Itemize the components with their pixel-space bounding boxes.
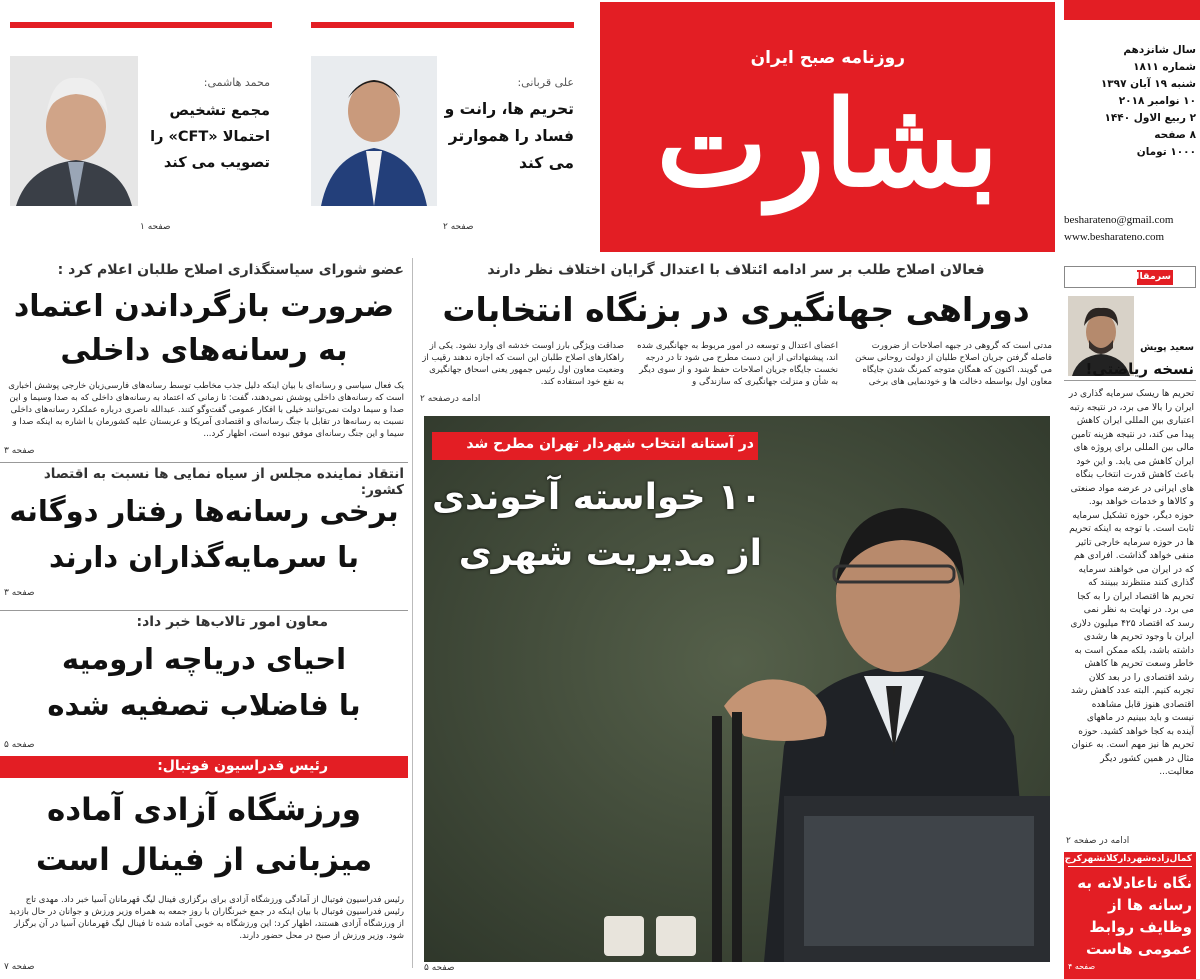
divider [0,610,408,611]
story-media-trust[interactable] [0,258,408,454]
bottom-right-story[interactable] [1061,852,1196,979]
story-headline-line1: ضرورت بازگرداندن اعتماد [13,289,395,324]
story-headline: نگاه ناعادلانه به رسانه ها از وظایف روابط عمومی هاست [1077,874,1192,958]
photo-page-ref: صفحه ۵ [424,963,455,973]
story-page-ref: صفحه ۴ [1068,962,1096,971]
lead-kicker: فعالان اصلاح طلب بر سر ادامه ائتلاف با اعتدال گرایان اختلاف نظر دارند [487,262,985,278]
story-headline-line2: میزبانی از فینال است [35,842,373,878]
email-link[interactable]: besharateno@gmail.com [1064,214,1174,226]
photo-headline-line2: از مدیریت شهری [458,533,762,574]
contact-info [1064,212,1200,246]
editorial-author: سعید پویش [1140,342,1194,353]
photo-story[interactable] [424,416,1050,962]
teaser-photo [10,56,138,206]
story-dual-behavior[interactable] [0,464,408,604]
website-link[interactable]: www.besharateno.com [1064,231,1165,243]
story-headline-line2: با سرمایه‌گذاران دارند [49,540,359,574]
issue-number: شماره ۱۸۱۱ [1133,61,1196,73]
newspaper-logo: بشارت نو [656,74,999,373]
issue-price: ۱۰۰۰ تومان [1136,146,1196,158]
issue-date-hijri: ۲ ربیع الاول ۱۴۴۰ [1104,112,1196,124]
teaser-author: علی قربانی: [517,76,574,89]
story-kicker: معاون امور تالاب‌ها خبر داد: [136,614,328,630]
column-divider [412,258,413,968]
teaser-photo [311,56,437,206]
editorial-header [1064,266,1196,288]
story-urmia-lake[interactable] [0,612,408,752]
story-kicker: رئیس فدراسیون فوتبال: [157,758,328,774]
divider [1064,380,1196,381]
teaser-headline: مجمع تشخیص احتمالا «CFT» را تصویب می کند [150,103,270,171]
lead-column-2: اعضای اعتدال و توسعه در امور مربوط به جهانگیری شده اند، پیشنهاداتی از این دست مطرح می شود تا در درجه نخست جایگاه جریان اصلاحات حفظ شود و از سوی دیگر به شأن و منزلت جهانگیری که سازندگی و [637,341,838,387]
teaser-page-ref: صفحه ۲ [443,222,474,232]
teaser-rule [311,22,574,28]
story-page-ref: صفحه ۷ [4,962,35,972]
story-page-ref: صفحه ۳ [4,446,35,456]
photo-headline-line1: ۱۰ خواسته آخوندی [432,477,762,518]
story-kicker: عضو شورای سیاستگذاری اصلاح طلبان اعلام کرد : [57,262,404,278]
story-page-ref: صفحه ۵ [4,740,35,750]
story-azadi-stadium[interactable] [0,756,408,979]
photo-kicker: در آستانه انتخاب شهردار تهران مطرح شد [466,436,754,452]
portrait-figure [311,56,437,206]
teaser-hashemi[interactable] [0,0,290,250]
lead-story[interactable] [416,258,1056,408]
issue-date-gregorian: ۱۰ نوامبر ۲۰۱۸ [1118,95,1196,107]
issue-date-persian: شنبه ۱۹ آبان ۱۳۹۷ [1100,78,1196,90]
issue-volume: سال شانزدهم [1123,44,1196,56]
story-headline-line1: برخی رسانه‌ها رفتار دوگانه [9,494,399,528]
divider [0,462,408,463]
editorial-label: سرمقاله [1130,271,1171,282]
lead-headline: دوراهی جهانگیری در بزنگاه انتخابات [442,290,1030,329]
lead-continued: ادامه درصفحه ۲ [420,394,481,404]
teaser-page-ref: صفحه ۱ [140,222,171,232]
story-body: یک فعال سیاسی و رسانه‌ای با بیان اینکه دلیل جذب مخاطب توسط رسانه‌های فارسی‌زبان خارجی پوشش اخباری است که رسانه‌های داخلی پوشش نمی‌دهند، گفت: تا زمانی که اعتماد به رسانه‌های داخلی که به صدا وسیما و این صدا و سیما دولت نمی‌توانند خیلی با افکار عمومی گفت‌وگو کنند. عبدالله ناصری درباره عملکرد رسانه‌های داخلی نسبت به رسانه‌ها در تقابل با جنگ رسانه‌ای و اقتصادی آمریکا و عربستان علیه کشورمان با اشاره به اینکه صدا و سیما و این جنگ رسانه‌ای موفق نبوده است، اظهار کرد... [8,381,404,439]
editorial-continued: ادامه در صفحه ۲ [1066,836,1130,846]
lead-column-1: مدتی است که گروهی در جبهه اصلاحات از ضرورت فاصله گرفتن جریان اصلاح طلبان از دولت روحانی سخن می گویند. اکنون که همگان متوجه کمرنگ شدن جایگاه معاون اول بواسطه دخالت ها و خودنمایی های برخی [855,341,1052,387]
story-page-ref: صفحه ۳ [4,588,35,598]
editorial-body: تحریم ها ریسک سرمایه گذاری در ایران را بالا می برد، در نتیجه رتبه اعتباری بین المللی ایران کاهش پیدا می کند، در نتیجه هزینه تامین مالی بین المللی برای پروژه های ایران کاهش می یابد. و این خود باعث کاهش قدرت انتخاب بنگاه های ایرانی در عرضه مواد صنعتی و کالاها و خدمات خواهد بود. حوزه دیگر، حوزه تشکیل سرمایه ثابت است. با توجه به اینکه تحریم ها در حوزه سرمایه خارجی تاثیر منفی خواهد گذاشت. افرادی هم که در ایران می خواهند سرمایه گذاری کنند منتظرند ببینند که تحریم ها اقتصاد ایران را به کجا می برد. در نهایت به نظر نمی رسد که اقتصاد ۴۲۵ میلیون دلاری ایران با وجود تحریم ها رشدی داشته باشد، بلکه ممکن است به خاطر وسعت تحریم ها کاهش رشد اقتصادی را در بعد کلان تجربه کنیم. البته عدد کاهش رشد اقتصادی هنوز قابل مشاهده نیست و باید ببینیم در ماههای آینده به کجا خواهد کشید. حوزه تحریم ها نیز مهم است. به عنوان مثال در همین کشور دیگر معالیت... [1068,389,1194,777]
tagline: روزنامه صبح ایران [750,48,905,68]
teaser-author: محمد هاشمی: [203,76,270,89]
teaser-headline: تحریم ها، رانت و فساد را هموارتر می کند [444,100,574,172]
story-headline-line2: با فاضلاب تصفیه شده [47,688,361,722]
issue-pages: ۸ صفحه [1154,129,1196,141]
left-column [0,258,408,979]
portrait-figure [10,56,138,206]
editorial-title: نسخه ریاضتی! [1085,360,1194,378]
story-kicker: کمال‌زاده‌شهردار‌کلانشهر‌کرج: [1068,854,1192,867]
story-body: رئیس فدراسیون فوتبال از آمادگی ورزشگاه آزادی برای برگزاری فینال لیگ قهرمانان آسیا خبر داد. مهدی تاج رئیس فدراسیون فوتبال با بیان اینکه در جمع خبرنگاران با روز جمعه به همراه وزیر ورزش و جوانان در حال بازدید از ورزشگاه آزادی هستند، اظهار کرد: این ورزشگاه به خوبی آماده شده تا فینال لیگ قهرمانان آسیا در آن برگزار شود. وزیر ورزش از صبح در محل حضور دارند. [9,895,404,941]
teaser-ghorbani[interactable] [303,0,588,250]
story-kicker: انتقاد نماینده مجلس از سیاه نمایی ها نسبت به اقتصاد کشور: [43,466,404,498]
masthead-info-box [1064,0,1200,250]
story-headline-line1: احیای دریاچه ارومیه [61,642,347,676]
issue-info [1068,42,1196,161]
story-headline-line1: ورزشگاه آزادی آماده [46,792,362,828]
story-headline-line2: به رسانه‌های داخلی [60,333,348,368]
masthead-top-bar [1064,0,1200,20]
teaser-rule [10,22,272,28]
lead-column-3: صداقت ویژگی بارز اوست خدشه ای وارد نشود. یکی از راهکارهای اصلاح طلبان این است که اجازه ندهند رقیب از وضعیت معاون اول رئیس جمهور یعنی اسحاق جهانگیری به نفع خود استفاده کند. [422,341,624,387]
editorial-column [1061,266,1196,979]
